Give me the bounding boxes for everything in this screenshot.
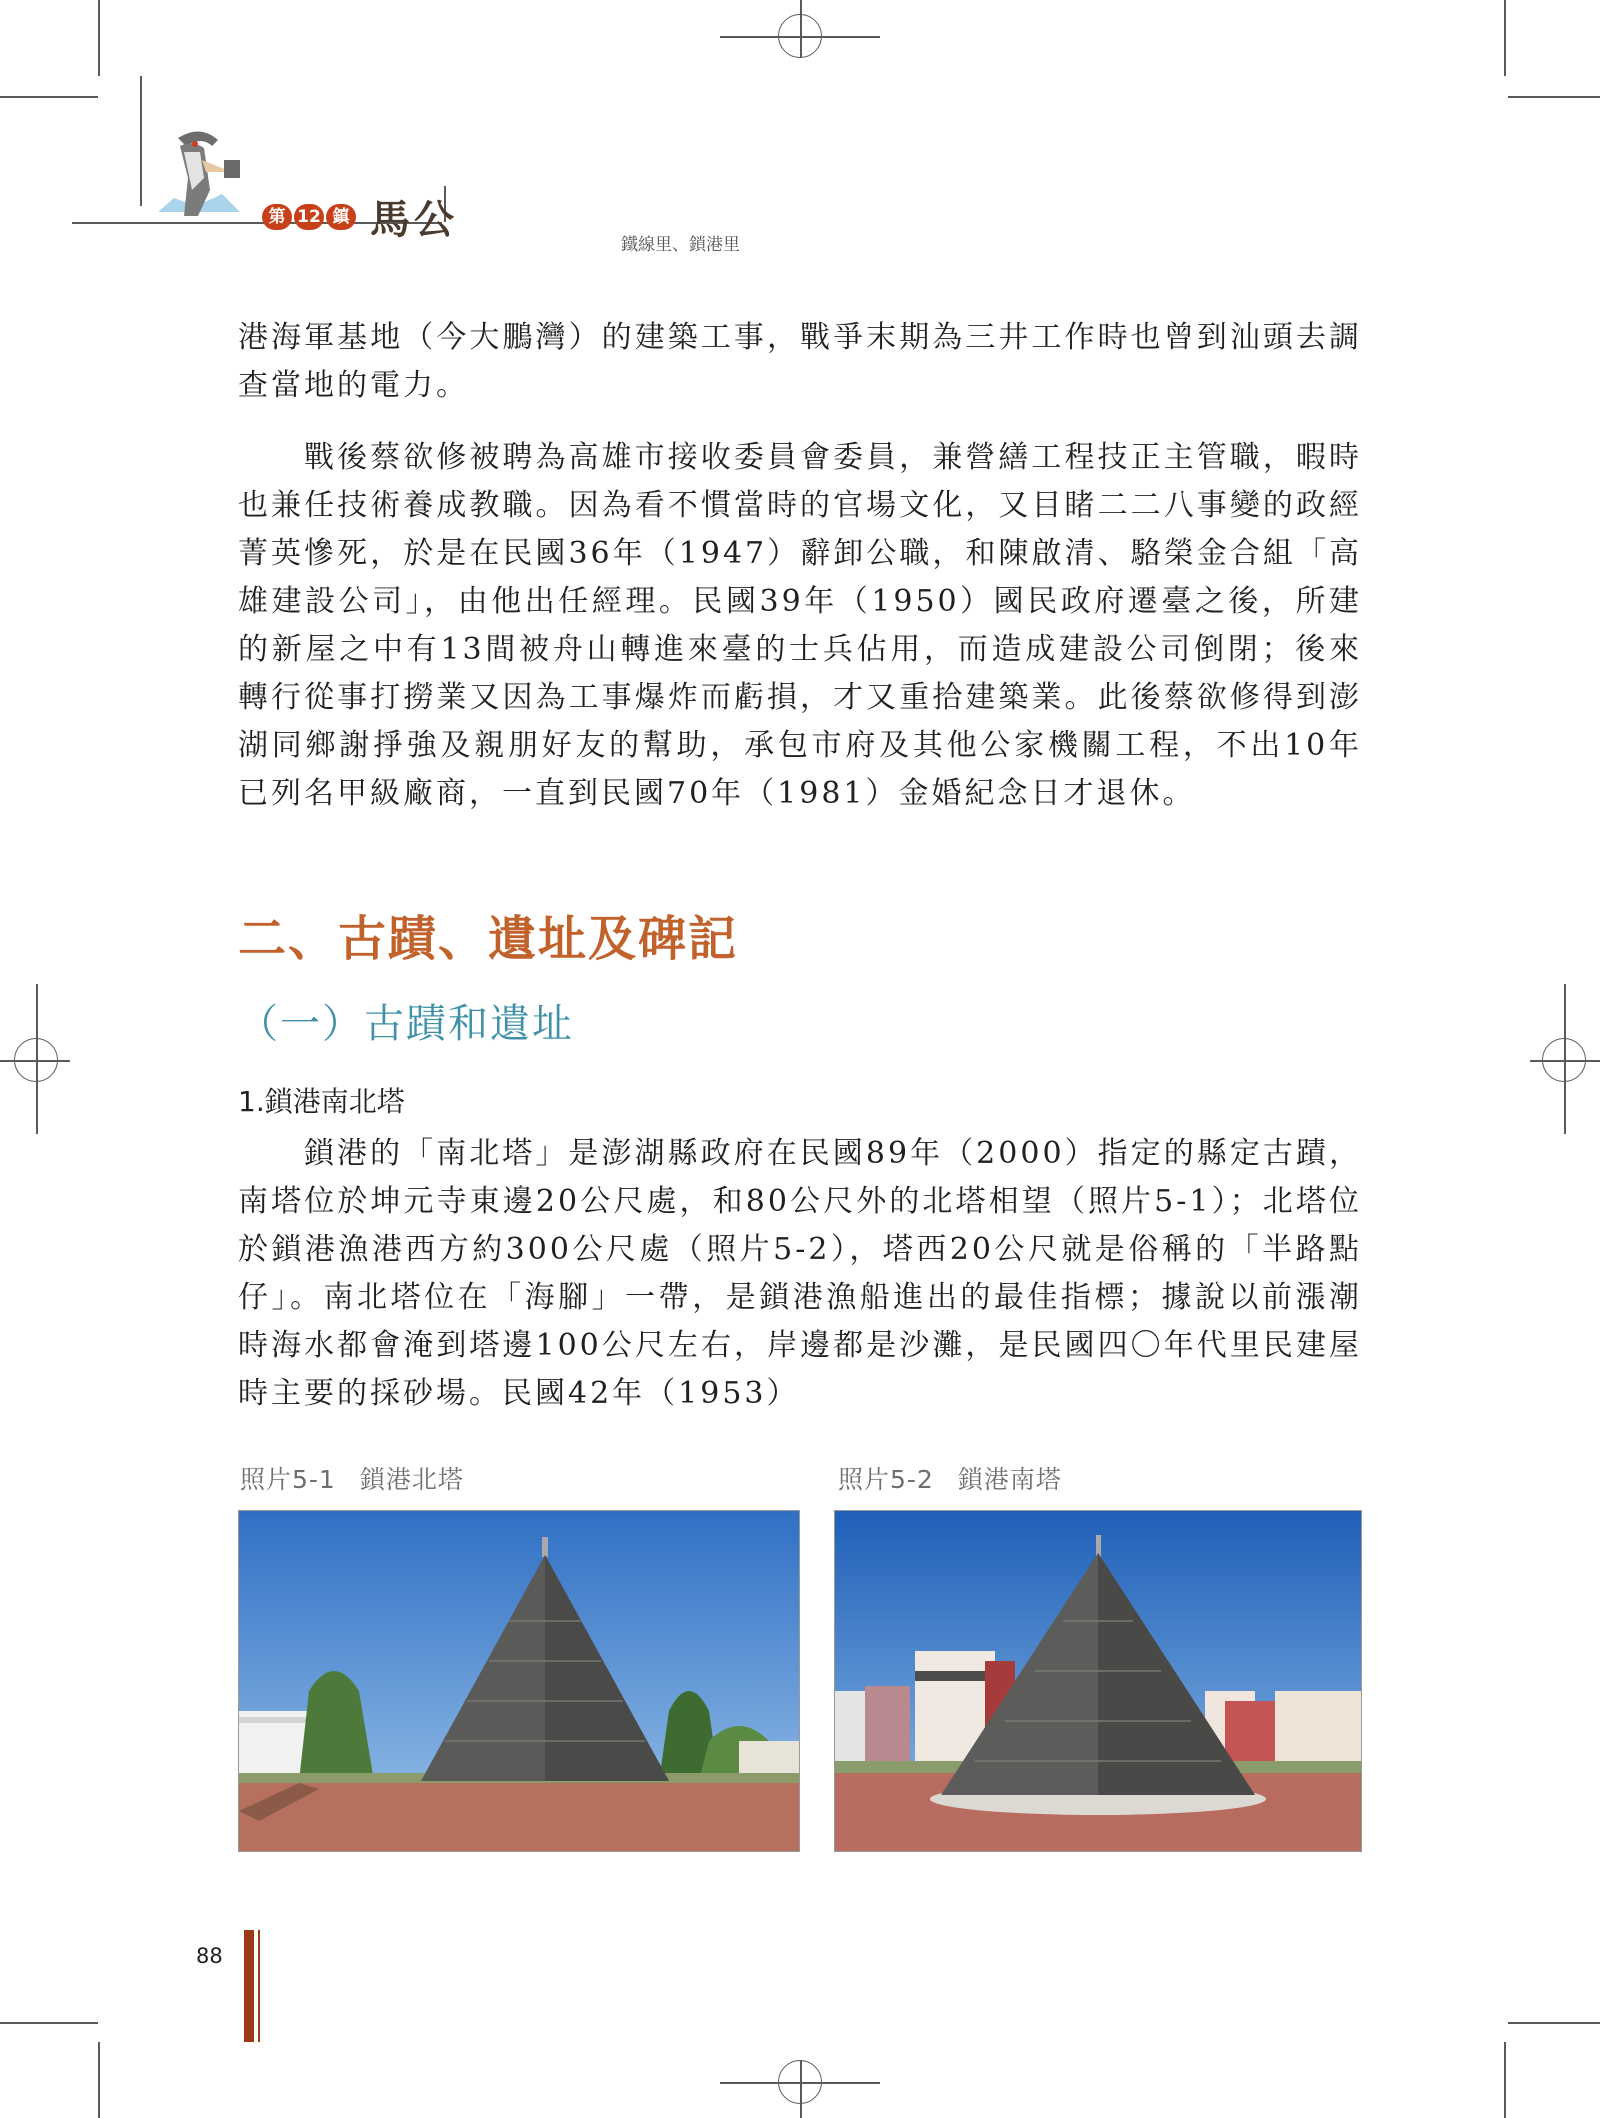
series-prefix-badge: 第	[262, 204, 292, 230]
photo-title: 鎖港北塔	[359, 1465, 464, 1494]
page-bar	[244, 1930, 254, 2042]
chapter-subtitle: 鐵線里、鎖港里	[621, 235, 740, 255]
photo-caption	[240, 1460, 464, 1496]
registration-mark	[36, 984, 38, 1134]
body-paragraph	[238, 314, 1362, 410]
paragraph-towers: 鎖港的「南北塔」是澎湖縣政府在民國89年（2000）指定的縣定古蹟，南塔位於坤元寺東邊20公尺處，和80公尺外的北塔相望（照片5-1）；北塔位於鎖港漁港西方約300公尺處（照片5-2），塔西20公尺就是俗稱的「半路點仔」。南北塔位在「海腳」一帶，是鎖港漁船進出的最佳指標；據說以前漲潮時海水都會淹到塔邊100公尺左右，岸邊都是沙灘，是民國四〇年代里民建屋時主要的採砂場。民國42年（1953）	[238, 1136, 1362, 1411]
registration-mark	[800, 2060, 802, 2118]
series-title-block	[262, 188, 458, 245]
section-heading: 二、古蹟、遺址及碑記	[238, 911, 739, 967]
series-suffix-badge: 鎮	[326, 204, 356, 230]
crop-mark	[1508, 96, 1600, 98]
series-number-badge: 12	[294, 204, 324, 230]
registration-mark	[800, 0, 802, 58]
crop-mark	[1508, 2022, 1600, 2024]
photo-label: 照片5-1	[240, 1465, 336, 1494]
paragraph-continued: 港海軍基地（今大鵬灣）的建築工事，戰爭末期為三井工作時也曾到汕頭去調查當地的電力。	[238, 320, 1362, 403]
crop-mark	[1504, 0, 1506, 76]
statue-logo-icon	[140, 120, 250, 230]
body-paragraph	[238, 1130, 1362, 1418]
crop-mark	[1504, 2042, 1506, 2118]
crop-mark	[98, 2042, 100, 2118]
registration-mark	[1564, 984, 1566, 1134]
crop-mark	[0, 96, 98, 98]
crop-mark	[0, 2022, 98, 2024]
page-bar-line	[258, 1930, 260, 2042]
body-paragraph	[238, 434, 1362, 818]
subsection-heading: （一）古蹟和遺址	[238, 1001, 574, 1047]
photo-caption	[838, 1460, 1062, 1496]
page-number: 88	[196, 1944, 223, 1968]
photo-north-tower	[238, 1510, 800, 1852]
series-title: 馬公	[370, 196, 458, 243]
item-heading: 1.鎖港南北塔	[238, 1085, 405, 1118]
photo-title: 鎖港南塔	[957, 1465, 1062, 1494]
crop-mark	[98, 0, 100, 76]
photo-label: 照片5-2	[838, 1465, 934, 1494]
registration-mark	[0, 1060, 70, 1062]
paragraph-postwar: 戰後蔡欲修被聘為高雄市接收委員會委員，兼營繕工程技正主管職，暇時也兼任技術養成教職。因為看不慣當時的官場文化，又目睹二二八事變的政經菁英慘死，於是在民國36年（1947）辭卸公職，和陳啟清、駱榮金合組「高雄建設公司」，由他出任經理。民國39年（1950）國民政府遷臺之後，所建的新屋之中有13間被舟山轉進來臺的士兵佔用，而造成建設公司倒閉；後來轉行從事打撈業又因為工事爆炸而虧損，才又重拾建築業。此後蔡欲修得到澎湖同鄉謝掙強及親朋好友的幫助，承包市府及其他公家機關工程，不出10年已列名甲級廠商，一直到民國70年（1981）金婚紀念日才退休。	[238, 440, 1362, 811]
photo-south-tower	[834, 1510, 1362, 1852]
